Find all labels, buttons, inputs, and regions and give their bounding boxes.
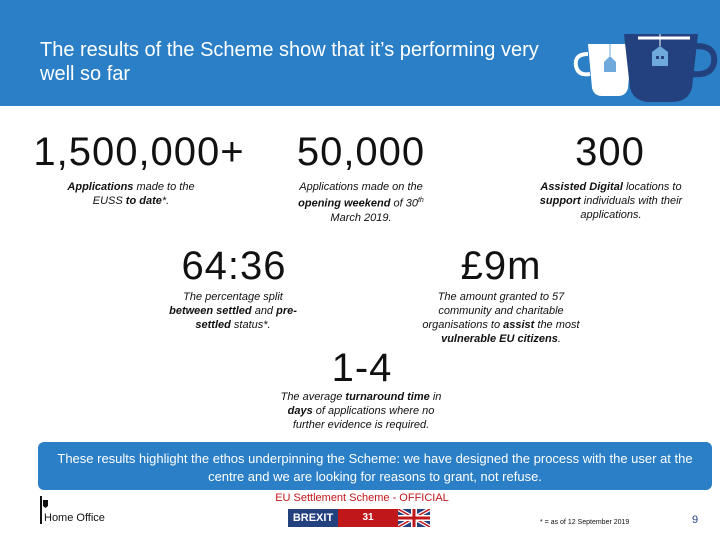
- page-number: 9: [692, 514, 699, 526]
- union-flag-icon: [398, 509, 430, 527]
- classification-label: EU Settlement Scheme - OFFICIAL: [275, 492, 449, 504]
- summary-banner: These results highlight the ethos underpinning the Scheme: we have designed the process with the user at the centre and we are looking for reasons to grant, not refuse.: [38, 442, 712, 490]
- footnote: * = as of 12 September 2019: [540, 519, 630, 526]
- stat-turnaround-desc: The average turnaround time in days of applications where no further evidence is required.: [280, 391, 442, 431]
- slide-title: The results of the Scheme show that it’s performing very well so far: [40, 39, 539, 85]
- teacup-icon: [568, 6, 718, 106]
- brexit-date: 31 OCTOBER: [338, 509, 398, 527]
- stat-turnaround-value: 1-4: [331, 346, 393, 390]
- brexit-badge: [288, 509, 430, 540]
- brexit-word: BREXIT: [288, 509, 338, 527]
- organisation-name: Home Office: [44, 512, 105, 524]
- stat-weekend-value: 50,000: [296, 130, 426, 174]
- stat-weekend-desc: Applications made on the opening weekend of 30th March 2019.: [298, 181, 424, 224]
- stat-split-value: 64:36: [181, 244, 287, 288]
- stat-applications-desc: Applications made to the EUSS to date*.: [67, 181, 195, 207]
- stat-funding-value: £9m: [460, 244, 542, 288]
- stat-applications-value: 1,500,000+: [33, 130, 245, 174]
- stat-split-desc: The percentage split between settled and pre-settled status*.: [169, 291, 297, 331]
- stat-funding-desc: The amount granted to 57 community and charitable organisations to assist the most vulnerable EU citizens.: [422, 291, 580, 345]
- stat-assisted-desc: Assisted Digital locations to support individuals with their applications.: [539, 181, 683, 221]
- stat-assisted-value: 300: [575, 130, 645, 174]
- header-band: [0, 0, 720, 106]
